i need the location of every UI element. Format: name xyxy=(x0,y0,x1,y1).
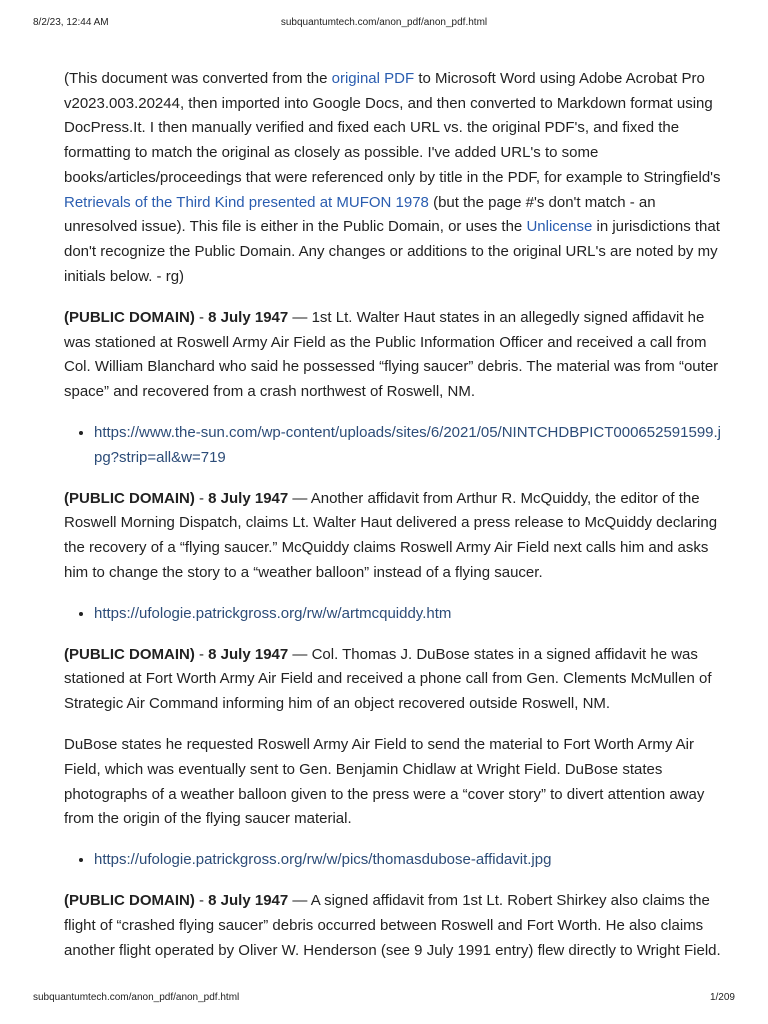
entry-link[interactable]: https://ufologie.patrickgross.org/rw/w/artmcquiddy.htm xyxy=(94,604,452,622)
entry-link-list xyxy=(64,602,728,627)
intro-paragraph xyxy=(64,67,728,289)
print-header xyxy=(0,17,768,31)
entry-paragraph xyxy=(64,889,728,963)
entry-link[interactable]: https://www.the-sun.com/wp-content/uploads/sites/6/2021/05/NINTCHDBPICT000652591599.jpg?strip=all&w=719 xyxy=(94,424,721,466)
entry-sep: - xyxy=(194,489,209,507)
entry-tag: (PUBLIC DOMAIN) xyxy=(64,892,195,910)
entry-date: 8 July 1947 xyxy=(208,645,289,663)
entry-paragraph xyxy=(64,643,728,717)
entry-date: 8 July 1947 xyxy=(208,489,289,507)
intro-text-1: (This document was converted from the xyxy=(64,70,332,87)
entry-text: — 1st Lt. Walter Haut states in an allegedly signed affidavit he was stationed at Roswell Army Air Field as the Public Information Officer and received a call from Col. William Blanchard who said he possessed “flying saucer” debris. The material was from “outer space” and recovered from a crash northwest of Roswell, NM. xyxy=(64,308,719,400)
entry-text: — A signed affidavit from 1st Lt. Robert Shirkey also claims the flight of “crashed flying saucer” debris occurred between Roswell and Fort Worth. He also claims another flight operated by Oliver W. Henderson (see 9 July 1991 entry) flew directly to Wright Field. xyxy=(64,892,721,959)
entry-sep: - xyxy=(194,892,209,910)
entry-tag: (PUBLIC DOMAIN) xyxy=(64,645,195,663)
intro-text-3: (but the page #'s don't match - an unresolved issue). This file is either in the Public Domain, or uses the xyxy=(64,193,656,236)
entry-paragraph xyxy=(64,306,728,405)
entry-sep: - xyxy=(194,645,209,663)
print-footer xyxy=(0,992,768,1006)
unlicense-link[interactable]: Unlicense xyxy=(526,218,593,236)
list-item xyxy=(94,602,728,627)
entry-date: 8 July 1947 xyxy=(208,892,289,910)
entry-tag: (PUBLIC DOMAIN) xyxy=(64,308,195,326)
entry-text: — Another affidavit from Arthur R. McQuiddy, the editor of the Roswell Morning Dispatch, claims Lt. Walter Haut delivered a press release to McQuiddy declaring the recovery of a “flying saucer.” McQuiddy claims Roswell Army Air Field next calls him and asks him to change the story to a “weather balloon” instead of a flying saucer. xyxy=(64,489,718,581)
print-url: subquantumtech.com/anon_pdf/anon_pdf.html xyxy=(280,17,488,28)
list-item xyxy=(94,848,728,873)
page-number: 1/209 xyxy=(709,992,735,1003)
intro-text-2: to Microsoft Word using Adobe Acrobat Pro v2023.003.20244, then imported into Google Docs, and then converted to Markdown format using DocPress.It. I then manually verified and fixed each URL vs. the original PDF's, and fixed the formatting to match the original as closely as possible. I've added URL's to some books/articles/proceedings that were referenced only by title in the PDF, for example to Stringfield's xyxy=(64,70,721,186)
entry-text: — Col. Thomas J. DuBose states in a signed affidavit he was stationed at Fort Worth Army Air Field and received a phone call from Gen. Clements McMullen of Strategic Air Command informing him of an object recovered outside Roswell, NM. xyxy=(64,645,712,712)
retrievals-link[interactable]: Retrievals of the Third Kind presented at MUFON 1978 xyxy=(64,193,429,211)
entry-extra-paragraph: DuBose states he requested Roswell Army Air Field to send the material to Fort Worth Army Air Field, which was eventually sent to Gen. Benjamin Chidlaw at Wright Field. DuBose states photographs of a weather balloon given to the press were a “cover story” to divert attention away from the origin of the flying saucer material. xyxy=(64,736,705,828)
entry-tag: (PUBLIC DOMAIN) xyxy=(64,489,195,507)
footer-url: subquantumtech.com/anon_pdf/anon_pdf.html xyxy=(33,992,240,1003)
entry-paragraph xyxy=(64,487,728,586)
document-body xyxy=(64,67,728,980)
entry-sep: - xyxy=(194,308,209,326)
intro-text-4: in jurisdictions that don't recognize the Public Domain. Any changes or additions to the original URL's are noted by my initials below. - rg) xyxy=(64,218,720,285)
print-datetime: 8/2/23, 12:44 AM xyxy=(33,17,109,28)
entry-date: 8 July 1947 xyxy=(208,308,289,326)
entry-link-list xyxy=(64,421,728,470)
entry-link-list xyxy=(64,848,728,873)
entry-link[interactable]: https://ufologie.patrickgross.org/rw/w/pics/thomasdubose-affidavit.jpg xyxy=(94,851,552,869)
list-item xyxy=(94,421,728,470)
original-pdf-link[interactable]: original PDF xyxy=(331,70,415,87)
